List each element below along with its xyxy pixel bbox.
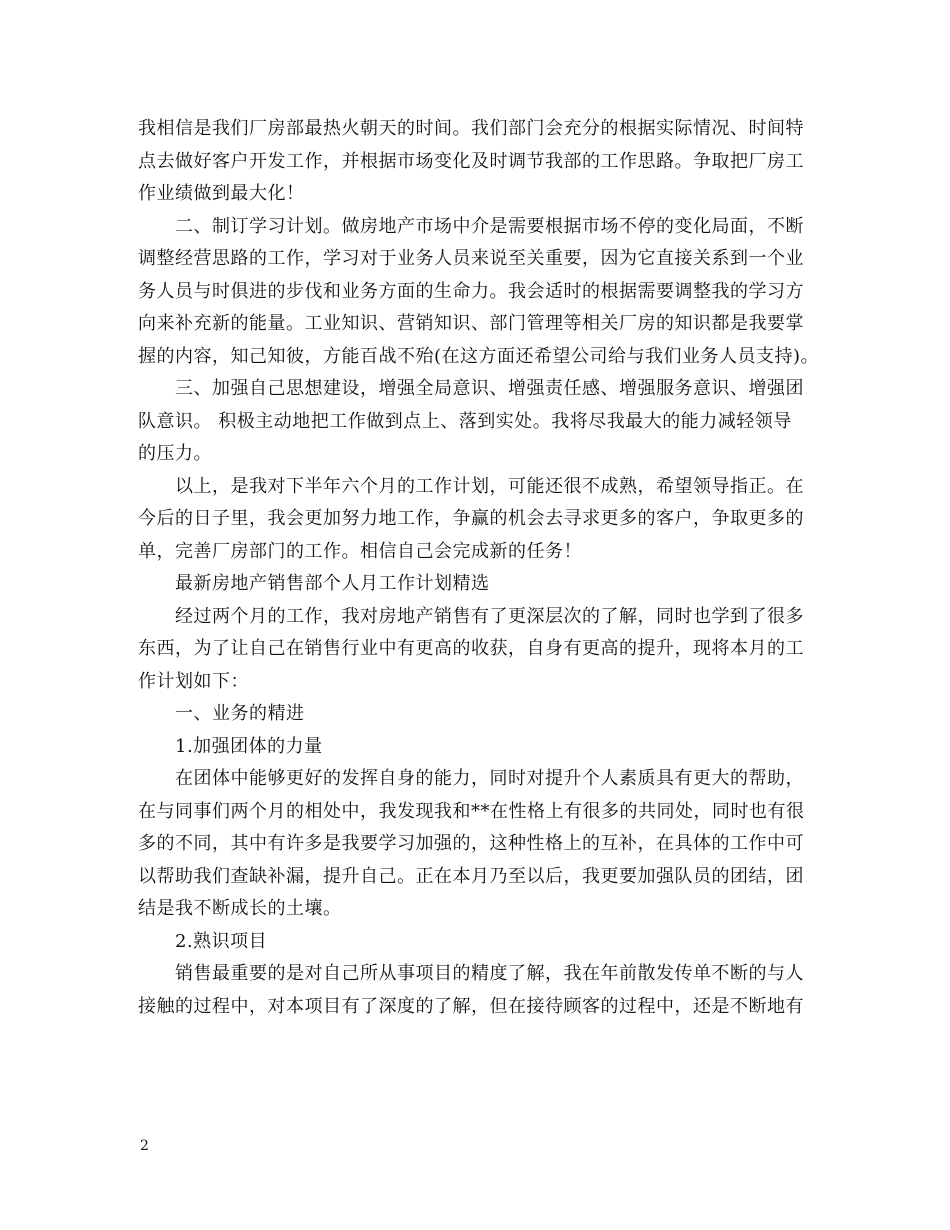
text-line: 作计划如下：: [138, 670, 249, 692]
text-line: 在与同事们两个月的相处中，我发现我和**在性格上有很多的共同处，同时也有很: [138, 800, 805, 822]
text-line: 接触的过程中，对本项目有了深度的了解，但在接待顾客的过程中，还是不断地有: [138, 995, 804, 1017]
text-line: 一、业务的精进: [175, 703, 305, 724]
text-line: 调整经营思路的工作，学习对于业务人员来说至关重要，因为它直接关系到一个业: [138, 248, 804, 269]
text-line: 以上，是我对下半年六个月的工作计划，可能还很不成熟，希望领导指正。在: [175, 475, 804, 497]
text-line: 销售最重要的是对自己所从事项目的精度了解，我在年前散发传单不断的与人: [175, 963, 804, 984]
document-body: [138, 113, 820, 1023]
text-line: 以帮助我们查缺补漏，提升自己。正在本月乃至以后，我更要加强队员的团结，团: [138, 865, 804, 887]
text-line: 东西，为了让自己在销售行业中有更高的收获，自身有更高的提升，现将本月的工: [138, 638, 804, 659]
text-line: 点去做好客户开发工作，并根据市场变化及时调节我部的工作思路。争取把厂房工: [138, 150, 804, 172]
text-line: 经过两个月的工作，我对房地产销售有了更深层次的了解，同时也学到了很多: [175, 605, 804, 627]
text-line: 队意识。 积极主动地把工作做到点上、落到实处。我将尽我最大的能力减轻领导: [138, 410, 792, 432]
text-line: 握的内容，知己知彼，方能百战不殆(在这方面还希望公司给与我们业务人员支持)。: [138, 345, 820, 367]
page-number: 2: [140, 1138, 149, 1154]
text-line: 单，完善厂房部门的工作。相信自己会完成新的任务！: [138, 540, 582, 562]
text-line: 二、制订学习计划。做房地产市场中介是需要根据市场不停的变化局面，不断: [175, 215, 804, 237]
text-line: 2.熟识项目: [175, 930, 268, 952]
text-line: 多的不同，其中有许多是我要学习加强的，这种性格上的互补，在具体的工作中可: [138, 833, 804, 854]
text-line: 1.加强团体的力量: [175, 735, 323, 757]
text-line: 我相信是我们厂房部最热火朝天的时间。我们部门会充分的根据实际情况、时间特: [138, 118, 804, 139]
text-line: 最新房地产销售部个人月工作计划精选: [175, 573, 490, 594]
text-line: 作业绩做到最大化！: [138, 183, 305, 204]
text-line: 今后的日子里，我会更加努力地工作，争赢的机会去寻求更多的客户，争取更多的: [138, 508, 804, 529]
text-line: 的压力。: [138, 443, 212, 464]
text-line: 务人员与时俱进的步伐和业务方面的生命力。我会适时的根据需要调整我的学习方: [138, 280, 804, 302]
text-line: 三、加强自己思想建设，增强全局意识、增强责任感、增强服务意识、增强团: [175, 378, 804, 399]
text-line: 向来补充新的能量。工业知识、营销知识、部门管理等相关厂房的知识都是我要掌: [138, 313, 804, 334]
text-line: 结是我不断成长的土壤。: [138, 898, 342, 919]
text-line: 在团体中能够更好的发挥自身的能力，同时对提升个人素质具有更大的帮助，: [175, 768, 804, 789]
